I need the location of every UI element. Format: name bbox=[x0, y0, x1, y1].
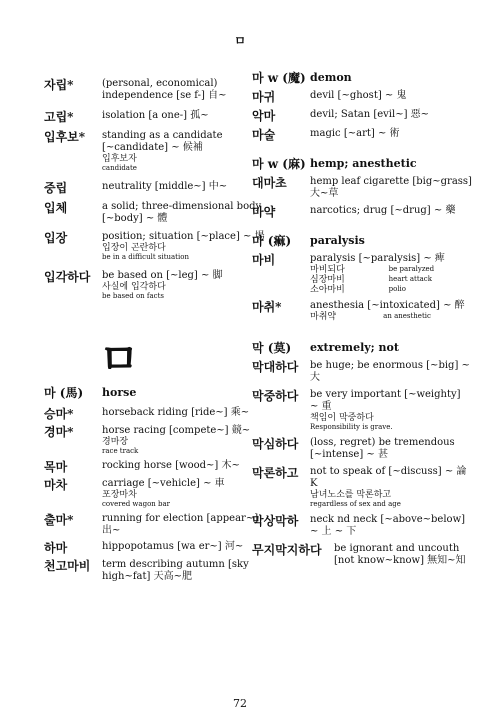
dictionary-entry bbox=[44, 78, 268, 102]
definition: anesthesia [~intoxicated] ~ 醉 bbox=[310, 300, 465, 311]
example-korean: 마비되다 bbox=[310, 265, 345, 275]
dictionary-entry bbox=[252, 300, 472, 322]
definition: hemp leaf cigarette [big~grass] 大~草 bbox=[310, 176, 472, 199]
definition-block bbox=[102, 513, 268, 537]
headword: 하마 bbox=[44, 541, 68, 555]
example-english: be in a difficult situation bbox=[102, 253, 189, 261]
section-heading bbox=[252, 70, 472, 86]
definition-block bbox=[310, 90, 472, 104]
definition-block bbox=[310, 466, 472, 509]
headword: 목마 bbox=[44, 460, 68, 474]
example-english: covered wagon bar bbox=[102, 500, 171, 508]
example-english: polio bbox=[388, 285, 407, 293]
example-korean: 책임이 막중하다 bbox=[310, 413, 374, 423]
headword: 막심하다 bbox=[252, 437, 299, 451]
headword: 입장 bbox=[44, 231, 68, 245]
dictionary-entry bbox=[44, 478, 268, 509]
example-korean: 포장마차 bbox=[102, 490, 137, 500]
section-heading-ko: 마 w (魔) bbox=[252, 71, 306, 85]
definition-block bbox=[310, 205, 472, 219]
example-english: race track bbox=[102, 447, 139, 455]
example-english: an anesthetic bbox=[383, 312, 431, 320]
definition: be based on [~leg] ~ 脚 bbox=[102, 270, 223, 281]
section-heading-en: hemp; anesthetic bbox=[310, 157, 417, 170]
dictionary-entry bbox=[252, 109, 472, 123]
definition: magic [~art] ~ 術 bbox=[310, 128, 400, 139]
definition-block bbox=[102, 425, 268, 456]
definition: horse racing [compete~] 競~ bbox=[102, 425, 251, 436]
example-pairs bbox=[310, 265, 472, 295]
headword: 마취* bbox=[252, 300, 282, 314]
definition: a solid; three-dimensional body [~body] ~ 體 bbox=[102, 201, 262, 224]
section-heading bbox=[252, 156, 472, 172]
definition: be ignorant and uncouth [not know~know] 無知~知 bbox=[334, 543, 466, 566]
definition-block bbox=[102, 181, 268, 195]
example-english: be paralyzed bbox=[388, 265, 435, 273]
example-english: Responsibility is grave. bbox=[310, 423, 393, 431]
definition-block bbox=[102, 110, 268, 124]
headword: 입각하다 bbox=[44, 270, 91, 284]
definition: be very important [~weighty] ~ 重 bbox=[310, 389, 461, 412]
definition-block bbox=[310, 176, 472, 200]
definition: rocking horse [wood~] 木~ bbox=[102, 460, 240, 471]
dictionary-entry bbox=[44, 425, 268, 456]
dictionary-entry bbox=[44, 130, 268, 173]
dictionary-entry bbox=[44, 181, 268, 195]
section-heading-en: paralysis bbox=[310, 234, 365, 247]
headword: 무지막지하다 bbox=[252, 543, 322, 557]
section-letter: ㅁ bbox=[98, 335, 140, 384]
headword: 막중하다 bbox=[252, 389, 299, 403]
section-heading-horse bbox=[44, 385, 268, 401]
definition-block bbox=[310, 437, 472, 461]
definition-block bbox=[310, 109, 472, 123]
dictionary-entry bbox=[44, 270, 268, 301]
dictionary-entry bbox=[44, 559, 268, 583]
section-block bbox=[252, 70, 472, 142]
headword: 중립 bbox=[44, 181, 68, 195]
definition-block bbox=[310, 389, 472, 432]
definition: not to speak of [~discuss] ~ 論K bbox=[310, 466, 467, 489]
dictionary-entry bbox=[252, 176, 472, 200]
definition: horseback riding [ride~] 乘~ bbox=[102, 407, 250, 418]
headword: 입후보* bbox=[44, 130, 86, 144]
page-number: 72 bbox=[233, 697, 247, 710]
definition-block bbox=[102, 270, 268, 301]
example-korean: 입장이 곤란하다 bbox=[102, 243, 166, 253]
dictionary-entry bbox=[44, 407, 268, 421]
definition: term describing autumn [sky high~fat] 天高~肥 bbox=[102, 559, 249, 582]
definition: (personal, economical) independence [se f-] 自~ bbox=[102, 78, 227, 101]
definition: standing as a candidate [~candidate] ~ 候補 bbox=[102, 130, 223, 153]
definition-block bbox=[102, 559, 268, 583]
dictionary-entry bbox=[252, 466, 472, 509]
section-block bbox=[252, 156, 472, 219]
headword: 막론하고 bbox=[252, 466, 299, 480]
headword: 마술 bbox=[252, 128, 276, 142]
headword: 경마* bbox=[44, 425, 74, 439]
example-korean: 입후보자 bbox=[102, 154, 137, 164]
headword: 마귀 bbox=[252, 90, 276, 104]
definition-block bbox=[310, 300, 472, 322]
definition-block bbox=[102, 478, 268, 509]
headword: 입체 bbox=[44, 201, 68, 215]
definition-block bbox=[102, 78, 268, 102]
headword: 마차 bbox=[44, 478, 68, 492]
definition: devil; Satan [evil~] 惡~ bbox=[310, 109, 430, 120]
headword: 대마초 bbox=[252, 176, 287, 190]
headword: 고립* bbox=[44, 110, 74, 124]
left-column bbox=[44, 78, 268, 587]
example-english: be based on facts bbox=[102, 292, 164, 300]
definition: hippopotamus [wa er~] 河~ bbox=[102, 541, 244, 552]
headword: 천고마비 bbox=[44, 559, 91, 573]
definition-block bbox=[310, 253, 472, 295]
definition: neck nd neck [~above~below] ~ 上 ~ 下 bbox=[310, 514, 466, 537]
definition: position; situation [~place] ~ 場 bbox=[102, 231, 265, 242]
definition-block bbox=[310, 128, 472, 142]
example-english: regardless of sex and age bbox=[310, 500, 401, 508]
example-korean: 사실에 입각하다 bbox=[102, 282, 166, 292]
headword: 출마* bbox=[44, 513, 74, 527]
example-pairs bbox=[310, 312, 472, 322]
example-english: heart attack bbox=[388, 275, 432, 283]
definition: narcotics; drug [~drug] ~ 藥 bbox=[310, 205, 456, 216]
left-entry-list bbox=[44, 78, 268, 301]
dictionary-entry bbox=[44, 460, 268, 474]
section-heading bbox=[252, 233, 472, 249]
running-header: ㅁ bbox=[234, 34, 246, 48]
section-heading-ko: 막 (莫) bbox=[252, 341, 292, 355]
example-korean: 경마장 bbox=[102, 437, 129, 447]
section-block bbox=[252, 340, 472, 567]
definition-block bbox=[102, 541, 268, 555]
definition-block bbox=[102, 130, 268, 173]
headword: 막대하다 bbox=[252, 360, 299, 374]
headword: 악마 bbox=[252, 109, 276, 123]
headword: 마약 bbox=[252, 205, 276, 219]
headword: 마비 bbox=[252, 253, 276, 267]
section-heading-en: horse bbox=[102, 386, 137, 399]
dictionary-entry bbox=[252, 128, 472, 142]
dictionary-entry bbox=[252, 253, 472, 295]
example-korean: 마취약 bbox=[310, 312, 337, 322]
definition: devil [~ghost] ~ 鬼 bbox=[310, 90, 407, 101]
headword: 승마* bbox=[44, 407, 74, 421]
dictionary-entry bbox=[252, 543, 472, 567]
definition: isolation [a one-] 孤~ bbox=[102, 110, 209, 121]
example-english: candidate bbox=[102, 164, 137, 172]
definition: running for election [appear~] 出~ bbox=[102, 513, 259, 536]
definition-block bbox=[310, 514, 472, 538]
headword: 막상막하 bbox=[252, 514, 299, 528]
dictionary-entry bbox=[252, 437, 472, 461]
horse-entry-list bbox=[44, 407, 268, 583]
dictionary-entry bbox=[252, 90, 472, 104]
dictionary-entry bbox=[252, 514, 472, 538]
definition-block bbox=[334, 543, 472, 567]
section-heading-en: demon bbox=[310, 71, 352, 84]
definition: neutrality [middle~] 中~ bbox=[102, 181, 228, 192]
definition: be huge; be enormous [~big] ~ 大 bbox=[310, 360, 470, 383]
section-heading-ko: 마 (馬) bbox=[44, 386, 84, 400]
dictionary-entry bbox=[252, 389, 472, 432]
dictionary-entry bbox=[44, 541, 268, 555]
headword: 자립* bbox=[44, 78, 74, 92]
section-heading bbox=[252, 340, 472, 356]
definition-block bbox=[102, 231, 268, 262]
definition: paralysis [~paralysis] ~ 痺 bbox=[310, 253, 445, 264]
definition-block bbox=[102, 407, 268, 421]
definition-block bbox=[310, 360, 472, 384]
dictionary-entry bbox=[44, 110, 268, 124]
definition: carriage [~vehicle] ~ 車 bbox=[102, 478, 225, 489]
definition-block bbox=[102, 460, 268, 474]
example-korean: 남녀노소를 막론하고 bbox=[310, 490, 392, 500]
dictionary-entry bbox=[44, 201, 268, 225]
dictionary-entry bbox=[44, 231, 268, 262]
definition-block bbox=[102, 201, 268, 225]
section-heading-ko: 마 (痲) bbox=[252, 234, 292, 248]
dictionary-entry bbox=[44, 513, 268, 537]
section-block bbox=[252, 233, 472, 322]
definition: (loss, regret) be tremendous [~intense] ~ 甚 bbox=[310, 437, 455, 460]
dictionary-entry bbox=[252, 360, 472, 384]
example-korean: 심장마비 bbox=[310, 275, 345, 285]
section-heading-ko: 마 w (麻) bbox=[252, 157, 306, 171]
right-column bbox=[252, 70, 472, 572]
dictionary-entry bbox=[252, 205, 472, 219]
section-heading-en: extremely; not bbox=[310, 341, 399, 354]
example-korean: 소아마비 bbox=[310, 285, 345, 295]
